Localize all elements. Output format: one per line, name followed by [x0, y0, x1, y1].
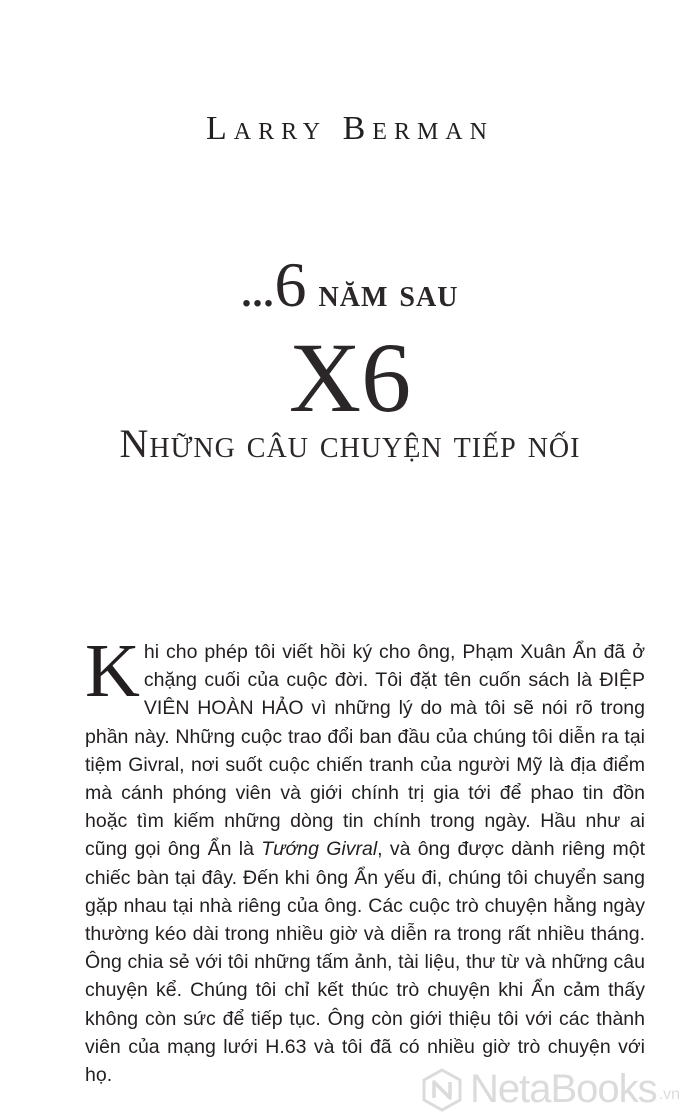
- body-text-italic: Tướng Givral: [261, 838, 378, 861]
- chapter-secondary-title: Những câu chuyện tiếp nối: [119, 421, 581, 466]
- body-text-part-2: , và ông được dành riêng một chiếc bàn tại đây. Đến khi ông Ẩn yếu đi, chúng tôi chuyển sang gặp nhau tại nhà riêng của ông. Các cuộc trò chuyện hằng ngày thường kéo dài trong nhiều giờ và diễn ra trong rất nhiều tháng. Ông chia sẻ với tôi những tấm ảnh, tài liệu, thư từ và những câu chuyện kể. Chúng tôi chỉ kết thúc trò chuyện khi Ẩn cảm thấy không còn sức để tiếp tục. Ông còn giới thiệu tôi với các thành viên của mạng lưới H.63 và tôi đã có nhiều giờ trò chuyện với họ.: [85, 838, 645, 1087]
- netabooks-logo-icon: [420, 1068, 464, 1112]
- watermark-brand: NetaBooks: [469, 1067, 657, 1111]
- drop-cap: K: [85, 629, 140, 713]
- body-paragraph: [85, 629, 645, 1089]
- body-text-part-1: hi cho phép tôi viết hồi ký cho ông, Phạm Xuân Ẩn đã ở chặng cuối của cuộc đời. Tôi đặt tên cuốn sách là ĐIỆP VIÊN HOÀN HẢO vì những lý do mà tôi sẽ nói rõ trong phần này. Những cuộc trao đổi ban đầu của chúng tôi diễn ra tại tiệm Givral, nơi suốt cuộc chiến tranh của người Mỹ là địa điểm mà cánh phóng viên và giới chính trị gia tới để phao tin đồn hoặc tìm kiếm những dòng tin chính trong ngày. Hầu như ai cũng gọi ông Ẩn là: [85, 641, 645, 861]
- subtitle-ellipsis: ...: [241, 270, 275, 315]
- subtitle-text: năm sau: [307, 270, 459, 315]
- watermark: [420, 1067, 680, 1112]
- subtitle: [0, 248, 700, 322]
- subtitle-number: 6: [274, 249, 308, 320]
- author-name: Larry Berman: [206, 110, 494, 147]
- chapter-title: X6: [288, 322, 412, 433]
- watermark-suffix: .vn: [658, 1086, 680, 1103]
